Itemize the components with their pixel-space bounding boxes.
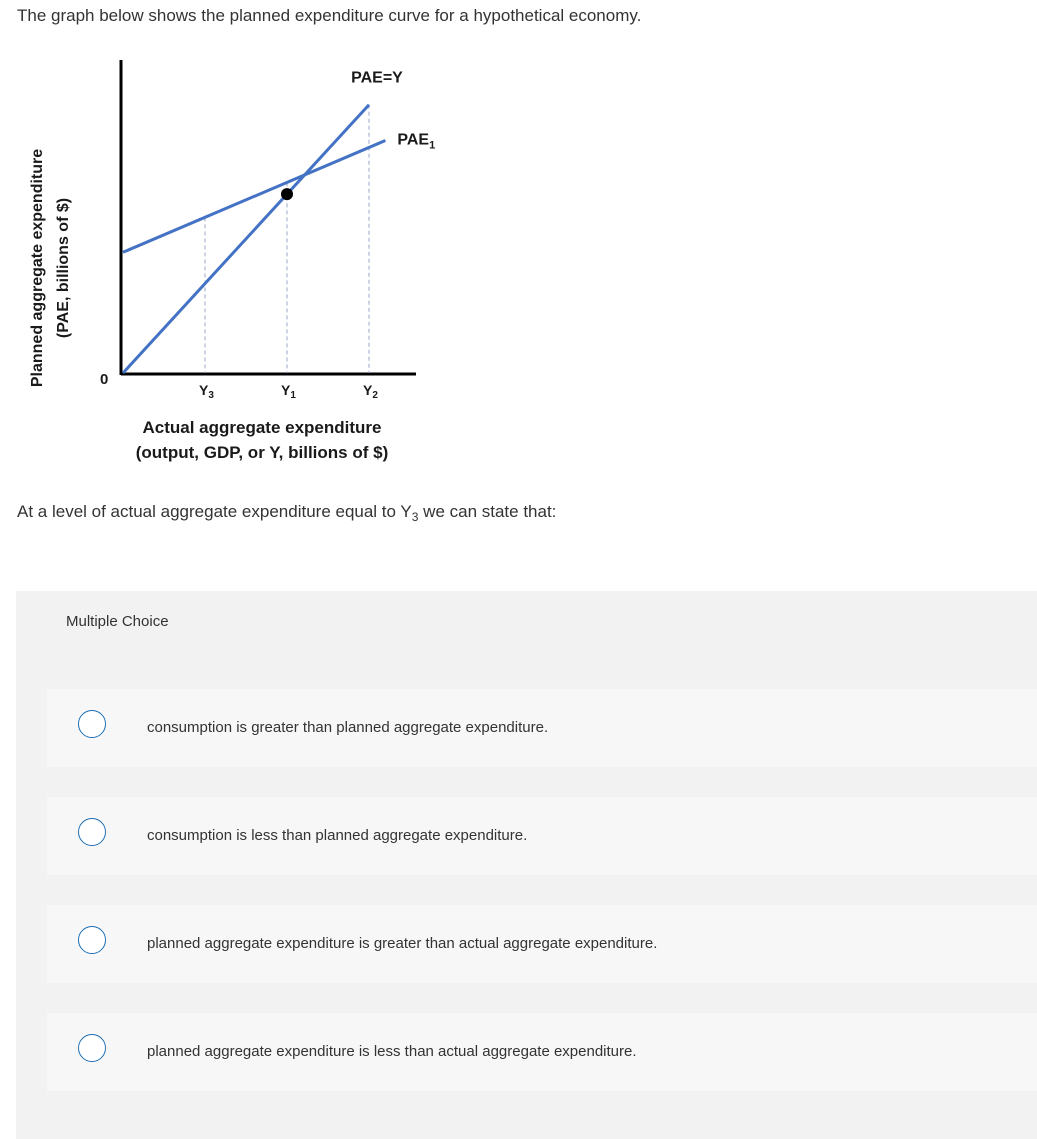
- equilibrium-point: [281, 188, 293, 200]
- question-text: At a level of actual aggregate expenditure equal to $Y_3$ we can state that:: [17, 502, 557, 524]
- y-axis-label-line2: (PAE, billions of $): [55, 197, 72, 339]
- radio-icon[interactable]: [78, 818, 106, 846]
- x-axis-label-line2: (output, GDP, or Y, billions of $): [135, 443, 389, 462]
- x-tick-label-Y3: $Y_3$: [199, 382, 214, 401]
- x-axis-label-line1: Actual aggregate expenditure: [142, 418, 382, 437]
- option-label: planned aggregate expenditure is less than actual aggregate expenditure.: [147, 1043, 637, 1060]
- pae1-label: $PAE_1$: [397, 131, 436, 152]
- option-label: consumption is greater than planned aggregate expenditure.: [147, 719, 549, 736]
- option-label: planned aggregate expenditure is greater than actual aggregate expenditure.: [147, 935, 658, 952]
- multiple-choice-panel: [16, 591, 1037, 1139]
- planned-expenditure-chart: [0, 40, 520, 480]
- pae1-line: [123, 140, 385, 252]
- multiple-choice-header: Multiple Choice: [66, 612, 169, 630]
- x-tick-label-Y2: $Y_2$: [363, 382, 378, 401]
- radio-icon[interactable]: [78, 1034, 106, 1062]
- radio-icon[interactable]: [78, 710, 106, 738]
- intro-text: The graph below shows the planned expenditure curve for a hypothetical economy.: [17, 6, 642, 25]
- pae-equals-y-line: [123, 105, 369, 373]
- option-b[interactable]: [47, 797, 1037, 875]
- x-tick-label-Y1: $Y_1$: [281, 382, 296, 401]
- radio-icon[interactable]: [78, 926, 106, 954]
- option-label: consumption is less than planned aggregate expenditure.: [147, 827, 528, 844]
- pae-equals-y-label: PAE=Y: [351, 69, 403, 87]
- y-axis-label-line1: Planned aggregate expenditure: [29, 148, 46, 388]
- origin-label: 0: [100, 371, 109, 388]
- option-a[interactable]: [47, 689, 1037, 767]
- option-d[interactable]: [47, 1013, 1037, 1091]
- chart-svg: [0, 40, 520, 480]
- option-c[interactable]: [47, 905, 1037, 983]
